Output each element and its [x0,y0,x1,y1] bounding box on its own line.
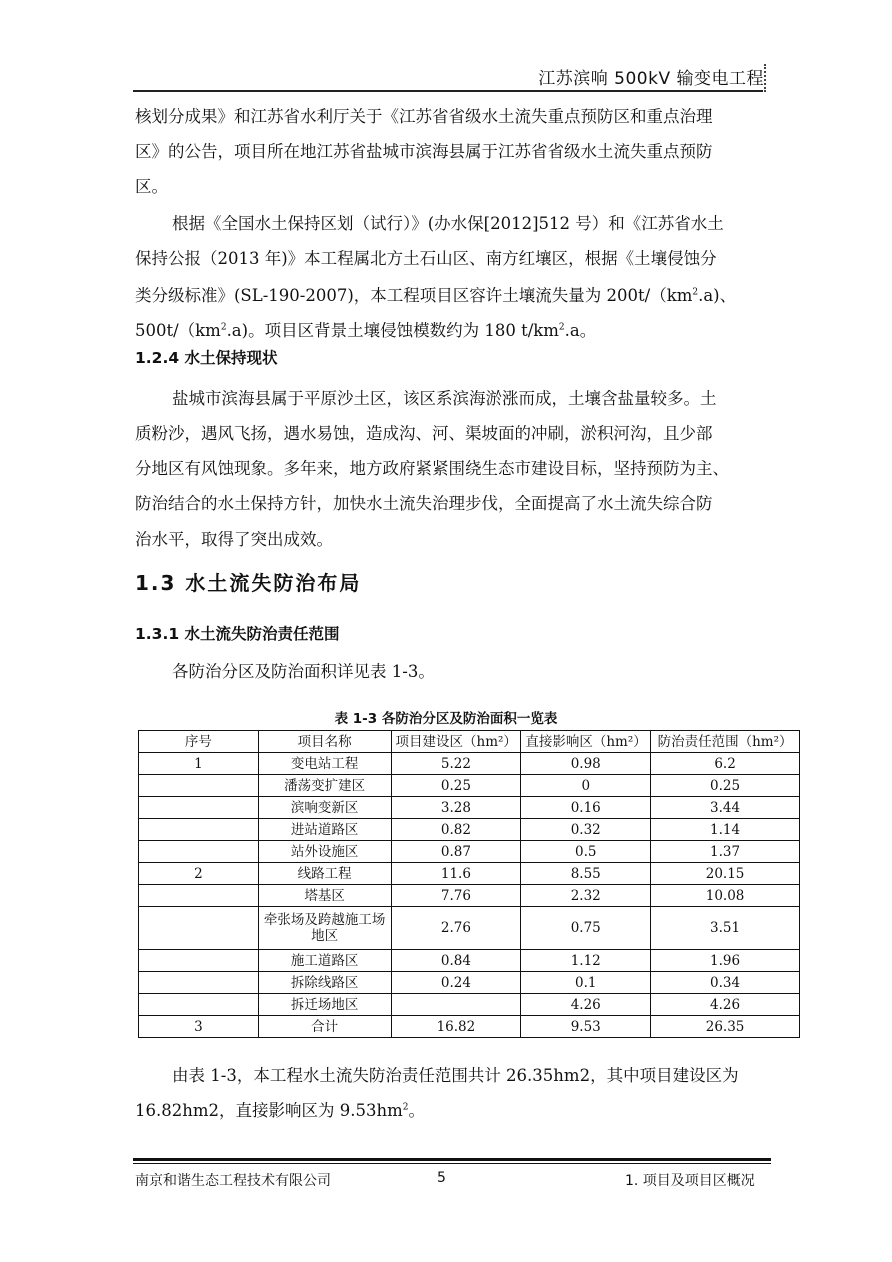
table-row [139,950,800,972]
table-row [139,972,800,994]
table-cell: 0.34 [651,972,800,994]
paragraph-2-line-1: 根据《全国水土保持区划（试行）》(办水保[2012]512 号）和《江苏省水土 [172,214,724,233]
header-rule [133,90,763,92]
table-cell [391,994,521,1016]
table-cell: 站外设施区 [258,841,391,863]
page-number: 5 [437,1170,446,1186]
paragraph-3-line-1: 盐城市滨海县属于平原沙土区，该区系滨海淤涨而成，土壤含盐量较多。土 [172,389,717,408]
paragraph-1-line-1: 核划分成果》和江苏省水利厅关于《江苏省省级水土流失重点预防区和重点治理 [135,107,713,126]
table-cell: 3.28 [391,797,521,819]
table-header-row [139,731,800,753]
table-cell: 0.25 [391,775,521,797]
paragraph-2-line-4: $500t/(km^2.a)$。项目区背景土壤侵蚀模数约为 180 $t/km^2.a$。 [135,321,597,340]
table-cell: 1.37 [651,841,800,863]
table-cell: 10.08 [651,885,800,907]
table-cell: 11.6 [391,863,521,885]
table-cell: 2 [139,863,259,885]
table-cell: 3.51 [651,907,800,950]
paragraph-3-line-2: 质粉沙，遇风飞扬，遇水易蚀，造成沟、河、渠坡面的冲刷，淤积河沟，且少部 [135,424,713,443]
table-cell: 进站道路区 [258,819,391,841]
paragraph-1-line-3: 区。 [135,177,168,196]
paragraph-5-line-2: 16.82hm2，直接影响区为 $9.53hm^2$。 [135,1101,425,1120]
table-row [139,994,800,1016]
table-row [139,863,800,885]
table-cell: 0.25 [651,775,800,797]
heading-1-3-1: 1.3.1 水土流失防治责任范围 [135,625,340,643]
table-cell: 4.26 [521,994,651,1016]
paragraph-2-line-3: 类分级标准》(SL-190-2007)，本工程项目区容许土壤流失量为 $200t/(km^2.a)$、 [135,286,737,305]
paragraph-5-line-1: 由表 1-3，本工程水土流失防治责任范围共计 26.35hm2，其中项目建设区为 [172,1066,739,1085]
table-cell [139,775,259,797]
table-cell: 3.44 [651,797,800,819]
table-cell: 2.76 [391,907,521,950]
table-row [139,797,800,819]
table-cell [139,907,259,950]
header-dotted-edge [764,64,766,92]
table-cell: 滨响变新区 [258,797,391,819]
table-cell: 1.96 [651,950,800,972]
footer-company: 南京和谐生态工程技术有限公司 [135,1173,331,1189]
paragraph-1-line-2: 区》的公告，项目所在地江苏省盐城市滨海县属于江苏省省级水土流失重点预防 [135,142,713,161]
table-cell: 0.84 [391,950,521,972]
header-title: 江苏滨响 500kV 输变电工程 [538,69,764,89]
table-cell [139,841,259,863]
table-cell: 拆除线路区 [258,972,391,994]
paragraph-2-line-2: 保持公报（2013 年)》本工程属北方土石山区、南方红壤区，根据《土壤侵蚀分 [135,249,717,268]
table-row [139,753,800,775]
table-row [139,841,800,863]
table-cell: 0.5 [521,841,651,863]
table-cell: 3 [139,1016,259,1038]
table-cell: 塔基区 [258,885,391,907]
table-cell: 变电站工程 [258,753,391,775]
table-row [139,885,800,907]
table-cell: 施工道路区 [258,950,391,972]
area-table [138,730,800,1038]
table-cell [139,950,259,972]
table-cell: 7.76 [391,885,521,907]
table-cell: 0.82 [391,819,521,841]
table-caption: 表 1-3 各防治分区及防治面积一览表 [334,711,558,727]
table-cell [139,797,259,819]
table-row [139,1016,800,1038]
heading-1-3: 1.3 水土流失防治布局 [135,571,362,595]
table-cell [139,819,259,841]
table-cell: 0.98 [521,753,651,775]
table-cell: 拆迁场地区 [258,994,391,1016]
table-header-cell: 序号 [139,731,259,753]
table-cell: 5.22 [391,753,521,775]
table-cell: 1.12 [521,950,651,972]
paragraph-3-line-5: 治水平，取得了突出成效。 [135,530,333,549]
table-cell: 16.82 [391,1016,521,1038]
table-cell: 合计 [258,1016,391,1038]
table-header-cell: 项目名称 [258,731,391,753]
footer-rule-thick [133,1158,771,1161]
table-cell: 2.32 [521,885,651,907]
table-cell: 0 [521,775,651,797]
heading-1-2-4: 1.2.4 水土保持现状 [135,349,278,367]
table-cell [139,994,259,1016]
table-cell [139,885,259,907]
table-header-cell: 防治责任范围（hm²） [651,731,800,753]
table-cell: 0.16 [521,797,651,819]
table-cell [139,972,259,994]
table-cell: 0.1 [521,972,651,994]
table-cell: 潘荡变扩建区 [258,775,391,797]
table-cell: 0.24 [391,972,521,994]
table-cell: 0.87 [391,841,521,863]
footer-rule-thin [133,1163,771,1164]
table-cell: 4.26 [651,994,800,1016]
paragraph-3-line-4: 防治结合的水土保持方针，加快水土流失治理步伐，全面提高了水土流失综合防 [135,494,713,513]
table-cell: 牵张场及跨越施工场地区 [258,907,391,950]
paragraph-4: 各防治分区及防治面积详见表 1-3。 [172,662,435,681]
table-cell: 26.35 [651,1016,800,1038]
footer-chapter: 1. 项目及项目区概况 [625,1173,755,1189]
table-cell: 8.55 [521,863,651,885]
table-row [139,907,800,950]
table-cell: 线路工程 [258,863,391,885]
table-header-cell: 项目建设区（hm²） [391,731,521,753]
table-cell: 0.75 [521,907,651,950]
table-cell: 1.14 [651,819,800,841]
paragraph-3-line-3: 分地区有风蚀现象。多年来，地方政府紧紧围绕生态市建设目标，坚持预防为主、 [135,459,729,478]
table-cell: 6.2 [651,753,800,775]
table-cell: 0.32 [521,819,651,841]
area-table-body [139,731,800,1038]
table-cell: 9.53 [521,1016,651,1038]
table-cell: 20.15 [651,863,800,885]
table-header-cell: 直接影响区（hm²） [521,731,651,753]
table-row [139,775,800,797]
table-row [139,819,800,841]
table-cell: 1 [139,753,259,775]
